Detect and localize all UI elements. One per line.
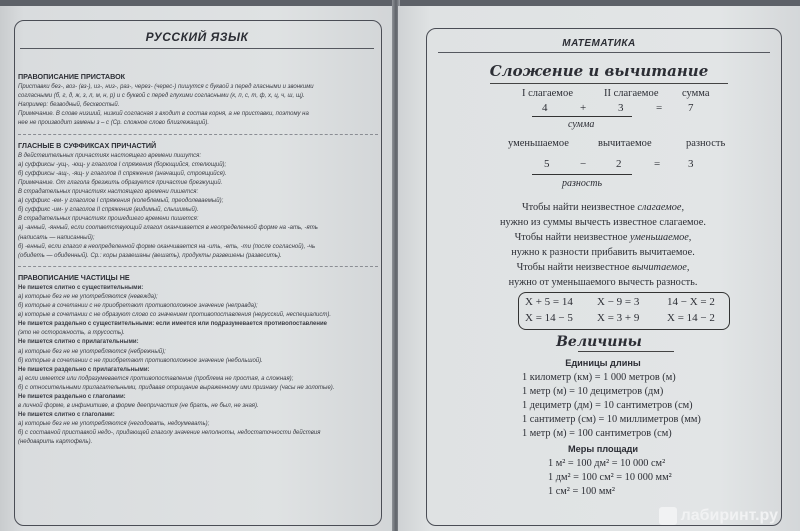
equals-sign-1: = [656,102,663,114]
length-line-3: 1 дециметр (дм) = 10 сантиметров (см) [522,400,693,411]
length-line-1: 1 километр (км) = 1 000 метров (м) [522,372,676,383]
right-page [398,6,800,531]
sum-bracket-line [532,116,632,117]
left-title-rule [20,48,374,49]
rule-text-line: нее не производит замены з – с (Ср. сложное слово близлежащий). [18,120,209,127]
rule-text-line: Например: безводный, бесхвостый. [18,102,120,109]
section-heading: ГЛАСНЫЕ В СУФФИКСАХ ПРИЧАСТИЙ [18,140,157,150]
rule-text-line: б) -енный, если глагол в неопределенной форме оканчивается на -ить, -еть, -ти (после согласной), -чь [18,243,316,250]
rule-text-line: б) с относительными прилагательными, придавая отрицание выраженному ими признаку (часы не золотые). [18,384,335,391]
rule-1-line-1b: слагаемое, [637,202,685,213]
rule-text-line: Примечание. От глагола брезжить образуется причастие брезжущий. [18,179,223,186]
rule-text-line: б) которые в сочетании с не приобретают противоположное значение (небольшой). [18,357,263,364]
section-separator [18,266,378,267]
rule-text-line: В страдательных причастиях прошедшего времени пишется: [18,216,199,223]
rule-1-line-2: нужно из суммы вычесть известное слагаемое. [500,217,706,228]
rule-3-line-1a: Чтобы найти неизвестное [516,262,632,273]
addition-section-title: Сложение и вычитание [489,62,709,80]
rule-text-line: Не пишется слитно с прилагательными: [18,339,139,346]
length-line-4: 1 сантиметр (см) = 10 миллиметров (мм) [522,414,701,425]
area-line-2: 1 дм² = 100 см² = 10 000 мм² [548,472,672,483]
equals-sign-2: = [654,158,661,170]
section-separator [18,134,378,135]
quantities-title-rule [578,351,674,352]
rule-text-line: Примечание. В слове низший, низкий согласная з входит в состав корня, а не приставки, поэтому на [18,111,309,118]
rule-text-line: а) которые без не не употребляются (невежда); [18,293,158,300]
example-1-top: X + 5 = 14 [525,296,573,308]
addend1-value: 4 [542,102,548,114]
watermark-text: лабиринт.ру [680,507,778,524]
rule-text-line: б) с составной приставкой недо-, придающей глаголу значение неполноты, недостаточности действия [18,430,321,437]
rule-unknown-addend [426,200,780,230]
rule-text-line: согласными (б, г, д, ж, з, л, м, н, р) и с буквой с перед глухими согласными (к, п, с, т, ф, х, ц, ч, ш, щ). [18,93,305,100]
rule-text-line: Приставки без-, воз- (вз-), из-, низ-, раз-, через- (черес-) пишутся с буквой з перед гласными и звонкими [18,84,314,91]
addend2-label: II слагаемое [604,88,659,99]
rule-text-line: а) -анный, -янный, если соответствующий глагол оканчивается в неопределенной форме на -ать, -ять [18,225,318,232]
example-3-top: 14 − X = 2 [667,296,715,308]
sum-value: 7 [688,102,694,114]
rule-3-line-2: нужно от уменьшаемого вычесть разность. [508,277,698,288]
left-page-title: РУССКИЙ ЯЗЫК [145,30,249,44]
rule-text-line: (это не осторожность, а трусость). [18,330,125,337]
sum-caption: сумма [568,119,595,130]
rule-unknown-minuend [426,230,780,260]
rule-2-line-2: нужно к разности прибавить вычитаемое. [511,247,695,258]
rule-2-line-1a: Чтобы найти неизвестное [514,232,631,243]
left-page [0,6,394,531]
rule-text-line: (написать — написанный); [18,234,95,241]
rule-text-line: б) суффиксы -ащ-, -ящ- у глаголов II спряжения (значащий, строящийся). [18,170,227,177]
example-1-bottom: X = 14 − 5 [525,312,573,324]
difference-bracket-line [532,174,632,175]
quantities-title: Величины [556,334,642,350]
addend2-value: 3 [618,102,624,114]
length-line-2: 1 метр (м) = 10 дециметров (дм) [522,386,664,397]
rule-text-line: (обидеть — обиденный). Ср.: коры развешаны (вешать), продукты развешены (развесить). [18,252,282,259]
rule-text-line: в) которые в сочетании с не образуют слово со значением противопоставления (нерусский, неспециалист). [18,312,331,319]
area-line-3: 1 см² = 100 мм² [548,486,615,497]
rule-2-line-1b: уменьшаемое, [630,232,692,243]
area-units-title: Меры площади [567,444,639,454]
difference-value: 3 [688,158,694,170]
minuend-value: 5 [544,158,550,170]
rule-text-line: в личной форме, в инфинитиве, в форме деепричастия (не брать, не был, не зная). [18,403,259,410]
rule-text-line: б) суффикс -им- у глаголов II спряжения (видимый, слышимый). [18,207,199,214]
subtrahend-label: вычитаемое [598,138,652,149]
difference-label: разность [686,138,726,149]
rule-unknown-subtrahend [426,260,780,290]
plus-sign: + [580,102,587,114]
left-page-text [18,66,378,448]
examples-box [518,292,730,330]
rule-text-line: а) если имеется или подразумевается противопоставление (проблема не простая, а сложная); [18,375,294,382]
rule-text-line: а) суффикс -ем- у глаголов I спряжения (колеблемый, преодолеваемый); [18,198,224,205]
minus-sign: − [580,158,587,170]
rule-text-line: а) которые без не не употребляются (небрежный); [18,348,166,355]
rule-text-line: Не пишется раздельно с прилагательными: [18,366,150,373]
length-units-title: Единицы длины [565,358,641,368]
difference-caption: разность [562,178,603,189]
rule-text-line: а) суффиксы -ущ-, -ющ- у глаголов I спряжения (борющийся, стелющий); [18,161,227,168]
rule-text-line: Не пишется слитно с существительными: [18,284,144,291]
rule-text-line: б) которые в сочетании с не приобретают противоположное значение (неправда); [18,303,258,310]
watermark [659,507,778,525]
example-2-top: X − 9 = 3 [597,296,640,308]
section-heading: ПРАВОПИСАНИЕ ЧАСТИЦЫ НЕ [18,272,130,282]
minuend-label: уменьшаемое [508,138,569,149]
sum-label: сумма [682,88,710,99]
example-3-bottom: X = 14 − 2 [667,312,715,324]
right-page-title: МАТЕМАТИКА [562,38,636,49]
rule-text-line: В страдательных причастиях настоящего времени пишется: [18,189,199,196]
rule-3-line-1b: вычитаемое, [632,262,690,273]
rule-text-line: Не пишется слитно с глаголами: [18,412,115,419]
addend1-label: I слагаемое [522,88,573,99]
rule-text-line: (недоварить картофель). [18,439,93,446]
rule-text-line: а) которые без не не употребляются (негодовать, недоумевать); [18,421,210,428]
watermark-logo-icon [659,507,677,525]
section-heading: ПРАВОПИСАНИЕ ПРИСТАВОК [18,72,126,81]
rule-text-line: Не пишется раздельно с глаголами: [18,394,126,400]
rule-1-line-1a: Чтобы найти неизвестное [521,202,638,213]
length-line-5: 1 метр (м) = 100 сантиметров (см) [522,428,672,439]
rule-text-line: Не пишется раздельно с существительными: если имеется или подразумевается противопоставление [18,321,327,328]
rule-text-line: В действительных причастиях настоящего времени пишутся: [18,152,202,159]
example-2-bottom: X = 3 + 9 [597,312,640,324]
area-line-1: 1 м² = 100 дм² = 10 000 см² [548,458,666,469]
subtrahend-value: 2 [616,158,622,170]
